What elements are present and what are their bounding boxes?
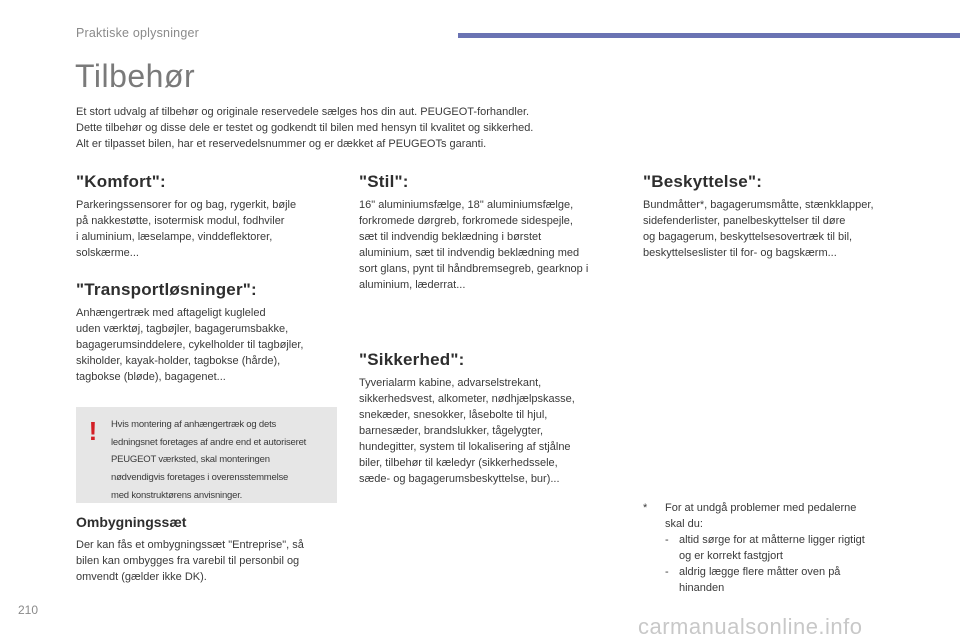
comfort-heading: "Komfort": <box>76 172 166 191</box>
footnote-lead-line: For at undgå problemer med pedalerne <box>665 502 857 514</box>
safety-line: biler, tilbehør til kæledyr (sikkerhedssele, <box>359 457 558 469</box>
safety-line: sæde- og bagagerumsbeskyttelse, bur)... <box>359 473 560 485</box>
protection-line: sidefenderlister, panelbeskyttelser til døre <box>643 215 846 227</box>
comfort-text <box>76 197 346 261</box>
safety-line: sikkerhedsvest, alkometer, nødhjælpskasse, <box>359 393 575 405</box>
style-line: sort glans, pynt til håndbremsegreb, gearknop i <box>359 263 589 275</box>
style-line: aluminium, læderrat... <box>359 279 466 291</box>
footnote-dash: - <box>665 534 669 546</box>
safety-line: snekæder, snesokker, låsebolte til hjul, <box>359 409 548 421</box>
comfort-line: i aluminium, læselampe, vinddeflektorer, <box>76 231 273 243</box>
intro-line: Alt er tilpasset bilen, har et reservedelsnummer og er dækket af PEUGEOTs garanti. <box>76 138 487 150</box>
style-line: sæt til indvendig beklædning i børstet <box>359 231 542 243</box>
footnote-item <box>665 564 903 596</box>
transport-line: uden værktøj, tagbøjler, bagagerumsbakke, <box>76 323 289 335</box>
footnote-lead <box>643 500 903 532</box>
warning-line: ledningsnet foretages af andre end et autoriseret <box>111 436 307 448</box>
comfort-line: Parkeringssensorer for og bag, rygerkit, bøjle <box>76 199 297 211</box>
conversion-line: bilen kan ombygges fra varebil til personbil og <box>76 555 300 567</box>
safety-line: barnesæder, brandslukker, tågelygter, <box>359 425 544 437</box>
footnote-dash: - <box>665 566 669 578</box>
warning-line: med konstruktørens anvisninger. <box>111 489 243 501</box>
footnote-item-line: og er korrekt fastgjort <box>679 550 783 562</box>
transport-text <box>76 305 346 385</box>
comfort-line: på nakkestøtte, isotermisk modul, fodhviler <box>76 215 285 227</box>
footnote-list <box>643 532 903 596</box>
header-accent-bar <box>458 33 960 38</box>
footnote-item-line: altid sørge for at måtterne ligger rigtigt <box>679 534 865 546</box>
style-heading: "Stil": <box>359 172 409 191</box>
conversion-line: Der kan fås et ombygningssæt "Entreprise", så <box>76 539 304 551</box>
safety-text <box>359 375 631 487</box>
intro-line: Et stort udvalg af tilbehør og originale reservedele sælges hos din aut. PEUGEOT-forhandler. <box>76 106 530 118</box>
footnote-lead-line: skal du: <box>665 518 703 530</box>
intro-line: Dette tilbehør og disse dele er testet og godkendt til bilen med hensyn til kvalitet og sikkerhed. <box>76 122 534 134</box>
intro-paragraph <box>76 104 636 152</box>
warning-line: PEUGEOT værksted, skal monteringen <box>111 454 270 466</box>
conversion-line: omvendt (gælder ikke DK). <box>76 571 207 583</box>
warning-line: nødvendigvis foretages i overensstemmelse <box>111 472 289 484</box>
transport-heading: "Transportløsninger": <box>76 280 257 299</box>
style-line: aluminium, sæt til indvendig beklædning med <box>359 247 580 259</box>
page-title: Tilbehør <box>75 58 196 94</box>
safety-heading: "Sikkerhed": <box>359 350 465 369</box>
safety-line: Tyverialarm kabine, advarselstrekant, <box>359 377 542 389</box>
warning-line: Hvis montering af anhængertræk og dets <box>111 419 277 430</box>
protection-line: og bagagerum, beskyttelsesovertræk til bil, <box>643 231 853 243</box>
safety-line: hundegitter, system til lokalisering af stjålne <box>359 441 571 453</box>
footnote-item-line: hinanden <box>679 582 725 594</box>
transport-line: tagbokse (bløde), bagagenet... <box>76 371 226 383</box>
watermark: carmanualsonline.info <box>638 614 863 639</box>
style-line: forkromede dørgreb, forkromede sidespejle, <box>359 215 573 227</box>
conversion-text <box>76 537 346 585</box>
conversion-heading: Ombygningssæt <box>76 514 187 530</box>
warning-icon: ! <box>88 416 98 446</box>
protection-line: beskyttelseslister til for- og bagskærm... <box>643 247 837 259</box>
footnote-item-line: aldrig lægge flere måtter oven på <box>679 566 841 578</box>
footnote-star: * <box>643 502 648 514</box>
footnote <box>643 500 903 596</box>
protection-heading: "Beskyttelse": <box>643 172 763 191</box>
comfort-line: solskærme... <box>76 247 139 259</box>
footnote-item <box>665 532 903 564</box>
transport-line: Anhængertræk med aftageligt kugleled <box>76 307 266 319</box>
style-line: 16" aluminiumsfælge, 18'' aluminiumsfælge, <box>359 199 574 211</box>
page-number: 210 <box>18 603 39 617</box>
transport-line: bagagerumsinddelere, cykelholder til tagbøjler, <box>76 339 304 351</box>
section-label: Praktiske oplysninger <box>76 26 200 40</box>
transport-line: skiholder, kayak-holder, tagbokse (hårde), <box>76 355 281 367</box>
style-text <box>359 197 631 293</box>
protection-line: Bundmåtter*, bagagerumsmåtte, stænkklapper, <box>643 199 874 211</box>
warning-text <box>111 416 335 505</box>
protection-text <box>643 197 923 261</box>
